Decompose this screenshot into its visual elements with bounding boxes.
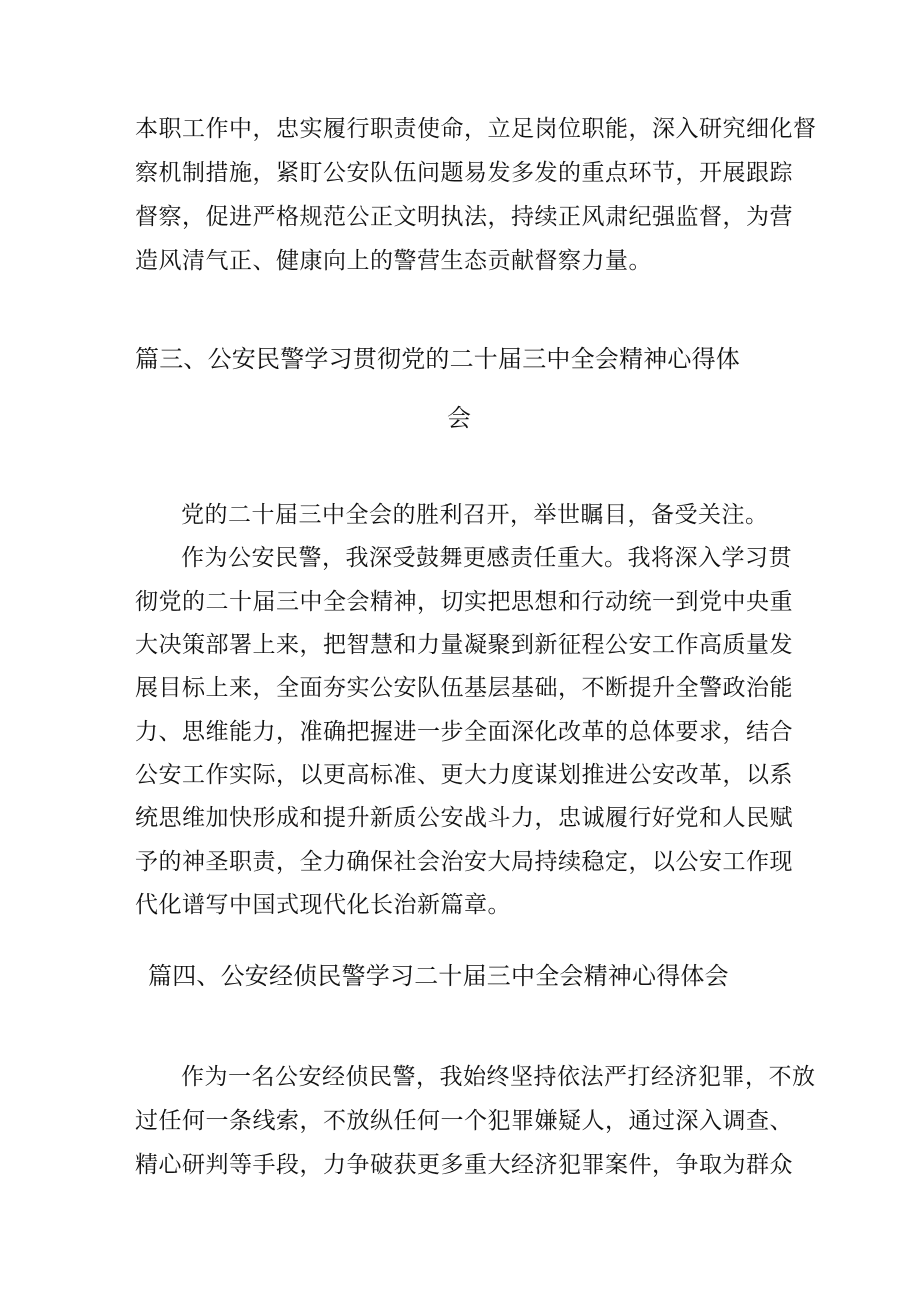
paragraph-line: 代化谱写中国式现代化长治新篇章。 bbox=[135, 892, 511, 918]
paragraph-line: 予的神圣职责，全力确保社会治安大局持续稳定，以公安工作现 bbox=[135, 849, 793, 875]
paragraph-line: 精心研判等手段，力争破获更多重大经济犯罪案件，争取为群众 bbox=[135, 1152, 793, 1178]
heading-line: 篇三、公安民警学习贯彻党的二十届三中全会精神心得体 bbox=[135, 345, 740, 373]
paragraph-line: 大决策部署上来，把智慧和力量凝聚到新征程公安工作高质量发 bbox=[135, 632, 793, 658]
paragraph-line: 力、思维能力，准确把握进一步全面深化改革的总体要求，结合 bbox=[135, 719, 793, 745]
paragraph-line: 彻党的二十届三中全会精神，切实把思想和行动统一到党中央重 bbox=[135, 589, 793, 615]
paragraph-line: 造风清气正、健康向上的警营生态贡献督察力量。 bbox=[135, 248, 652, 274]
paragraph-line: 作为一名公安经侦民警，我始终坚持依法严打经济犯罪，不放 bbox=[181, 1064, 816, 1090]
paragraph-line: 察机制措施，紧盯公安队伍问题易发多发的重点环节，开展跟踪 bbox=[135, 160, 793, 186]
paragraph-line: 督察，促进严格规范公正文明执法，持续正风肃纪强监督，为营 bbox=[135, 204, 793, 230]
heading-line: 篇四、公安经侦民警学习二十届三中全会精神心得体会 bbox=[148, 962, 729, 990]
paragraph-line: 作为公安民警，我深受鼓舞更感责任重大。我将深入学习贯 bbox=[181, 545, 792, 571]
heading-line: 会 bbox=[447, 404, 472, 432]
paragraph-line: 公安工作实际，以更高标准、更大力度谋划推进公安改革，以系 bbox=[135, 762, 793, 788]
paragraph-line: 党的二十届三中全会的胜利召开，举世瞩目，备受关注。 bbox=[181, 502, 769, 528]
paragraph-line: 过任何一条线索，不放纵任何一个犯罪嫌疑人，通过深入调查、 bbox=[135, 1108, 793, 1134]
paragraph-line: 展目标上来，全面夯实公安队伍基层基础，不断提升全警政治能 bbox=[135, 675, 793, 701]
paragraph-line: 统思维加快形成和提升新质公安战斗力，忠诚履行好党和人民赋 bbox=[135, 805, 793, 831]
paragraph-line: 本职工作中，忠实履行职责使命，立足岗位职能，深入研究细化督 bbox=[135, 116, 817, 142]
